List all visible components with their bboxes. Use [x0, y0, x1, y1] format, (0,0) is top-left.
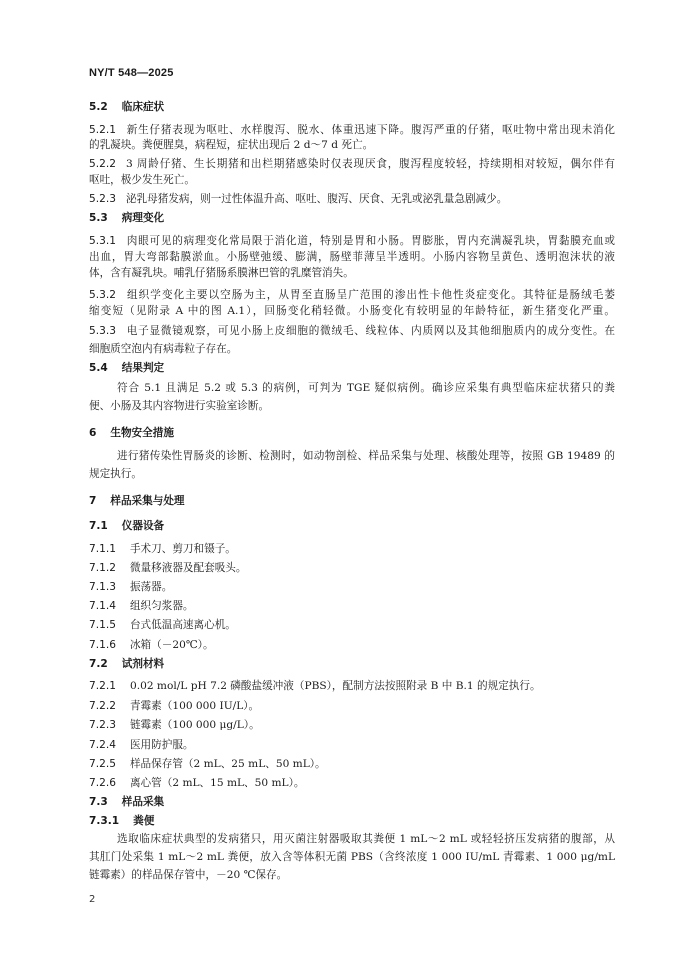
clause-5-2-1-line-2: 的乳凝块。粪便腥臭，病程短，症状出现后 2 d～7 d 死亡。 [89, 139, 374, 151]
clause-6-line-2: 规定执行。 [89, 468, 142, 480]
standard-code-header: NY/T 548—2025 [89, 67, 174, 79]
clause-7-3-1-line-3: 链霉素）的样品保存管中，－20 ℃保存。 [89, 869, 288, 881]
clause-5-3-2-line-1: 5.3.2 组织学变化主要以空肠为主，从胃至直肠呈广范围的渗出性卡他性炎症变化。其特征是肠绒毛萎 [89, 289, 615, 301]
clause-7-2-5: 7.2.5 样品保存管（2 mL、25 mL、50 mL）。 [89, 758, 326, 770]
clause-7-1-1: 7.1.1 手术刀、剪刀和镊子。 [89, 543, 236, 555]
section-heading-7-1: 7.1 仪器设备 [89, 520, 165, 532]
clause-5-2-2-line-2: 呕吐，极少发生死亡。 [89, 174, 195, 186]
section-heading-7: 7 样品采集与处理 [89, 495, 185, 507]
clause-5-4-line-2: 便、小肠及其内容物进行实验室诊断。 [89, 400, 270, 412]
clause-7-1-2: 7.1.2 微量移液器及配套吸头。 [89, 562, 247, 574]
clause-5-4-line-1: 符合 5.1 且满足 5.2 或 5.3 的病例，可判为 TGE 疑似病例。确诊应采集有典型临床症状猪只的粪 [117, 382, 615, 394]
section-heading-5-3: 5.3 病理变化 [89, 212, 165, 224]
clause-5-2-3-line-1: 5.2.3 泌乳母猪发病，则一过性体温升高、呕吐、腹泻、厌食、无乳或泌乳量急剧减少。 [89, 193, 508, 205]
clause-7-1-4: 7.1.4 组织匀浆器。 [89, 600, 194, 612]
section-heading-7-3-1: 7.3.1 粪便 [89, 815, 155, 827]
section-heading-7-3: 7.3 样品采集 [89, 796, 165, 808]
clause-7-1-6: 7.1.6 冰箱（－20℃）。 [89, 639, 214, 651]
clause-7-3-1-line-2: 其肛门处采集 1 mL～2 mL 粪便，放入含等体积无菌 PBS（含终浓度 1 000 IU/mL 青霉素、1 000 μg/mL [89, 851, 615, 863]
clause-7-2-4: 7.2.4 医用防护服。 [89, 739, 194, 751]
section-heading-5-4: 5.4 结果判定 [89, 362, 165, 374]
section-heading-7-2: 7.2 试剂材料 [89, 658, 165, 670]
clause-6-line-1: 进行猪传染性胃肠炎的诊断、检测时，如动物剖检、样品采集与处理、核酸处理等，按照 GB 19489 的 [117, 450, 615, 462]
section-heading-5-2: 5.2 临床症状 [89, 101, 165, 113]
clause-5-3-1-line-2: 出血，胃大弯部黏膜淤血。小肠壁弛缓、膨满，肠壁菲薄呈半透明。小肠内容物呈黄色、透明泡沫状的液 [89, 251, 615, 263]
clause-5-3-3-line-2: 细胞质空泡内有病毒粒子存在。 [89, 343, 238, 355]
clause-7-2-6: 7.2.6 离心管（2 mL、15 mL、50 mL）。 [89, 777, 305, 789]
clause-5-3-1-line-1: 5.3.1 肉眼可见的病理变化常局限于消化道，特别是胃和小肠。胃膨胀，胃内充满凝乳块，胃黏膜充血或 [89, 235, 615, 247]
page-number: 2 [89, 894, 96, 905]
clause-5-2-1-line-1: 5.2.1 新生仔猪表现为呕吐、水样腹泻、脱水、体重迅速下降。腹泻严重的仔猪，呕吐物中常出现未消化 [89, 124, 615, 136]
clause-5-3-3-line-1: 5.3.3 电子显微镜观察，可见小肠上皮细胞的微绒毛、线粒体、内质网以及其他细胞质内的成分变性。在 [89, 325, 615, 337]
section-heading-6: 6 生物安全措施 [89, 427, 174, 439]
clause-7-1-3: 7.1.3 振荡器。 [89, 581, 173, 593]
clause-5-2-2-line-1: 5.2.2 3 周龄仔猪、生长期猪和出栏期猪感染时仅表现厌食，腹泻程度较轻，持续期相对较短，偶尔伴有 [89, 158, 615, 170]
clause-5-3-1-line-3: 体，含有凝乳块。哺乳仔猪肠系膜淋巴管的乳糜管消失。 [89, 267, 354, 279]
clause-7-2-3: 7.2.3 链霉素（100 000 μg/L）。 [89, 719, 260, 731]
clause-7-1-5: 7.1.5 台式低温高速离心机。 [89, 619, 236, 631]
clause-7-3-1-line-1: 选取临床症状典型的发病猪只，用灭菌注射器吸取其粪便 1 mL～2 mL 或轻轻挤压发病猪的腹部，从 [117, 833, 615, 845]
clause-7-2-2: 7.2.2 青霉素（100 000 IU/L）。 [89, 700, 260, 712]
clause-5-3-2-line-2: 缩变短（见附录 A 中的图 A.1），回肠变化稍轻微。小肠变化有较明显的年龄特征，新生猪变化严重。 [89, 305, 615, 317]
clause-7-2-1: 7.2.1 0.02 mol/L pH 7.2 磷酸盐缓冲液（PBS），配制方法按照附录 B 中 B.1 的规定执行。 [89, 680, 541, 692]
